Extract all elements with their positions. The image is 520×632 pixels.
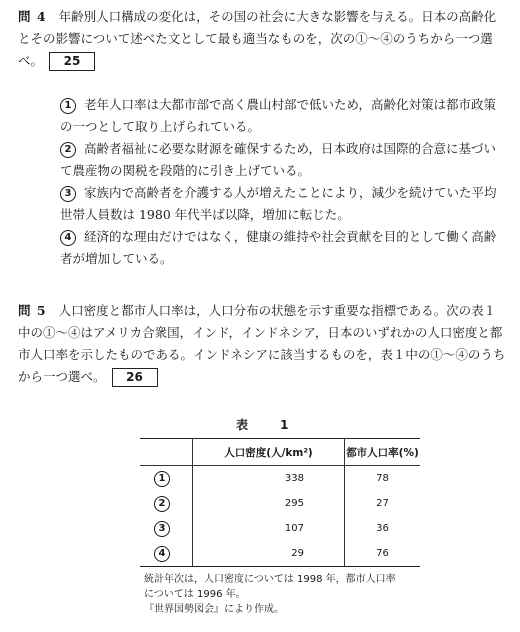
table-row <box>140 516 420 541</box>
option-1 <box>60 94 506 138</box>
option-2 <box>60 138 506 182</box>
data-table <box>140 438 420 567</box>
option-3-text: 家族内で高齢者を介護する人が増えたことにより，減少を続けていた平均世帯人員数は 1980 年代半ば以降，増加に転じた。 <box>60 185 497 222</box>
table-header-row <box>140 439 420 466</box>
cell-urban: 76 <box>376 548 389 559</box>
option-2-text: 高齢者福祉に必要な財源を確保するため，日本政府は国際的合意に基づいて農産物の関税を段階的に引き上げている。 <box>60 141 497 178</box>
table-header-blank <box>140 439 193 466</box>
question-5-label: 問 5 <box>18 303 47 318</box>
question-4-label: 問 4 <box>18 9 47 24</box>
option-4-text: 経済的な理由だけではなく，健康の維持や社会貢献を目的として働く高齢者が増加している。 <box>60 229 497 266</box>
table-row <box>140 466 420 492</box>
cell-density: 29 <box>193 541 345 567</box>
option-number-3: 3 <box>60 186 76 202</box>
table-title: 表 1 <box>236 418 303 432</box>
option-number-4: 4 <box>60 230 76 246</box>
row-number-4: 4 <box>154 546 170 562</box>
cell-urban: 78 <box>376 473 389 484</box>
option-number-2: 2 <box>60 142 76 158</box>
table-row <box>140 491 420 516</box>
option-number-1: 1 <box>60 98 76 114</box>
question-5 <box>18 300 506 388</box>
cell-density: 107 <box>193 516 345 541</box>
table-row <box>140 541 420 567</box>
row-number-1: 1 <box>154 471 170 487</box>
answer-box-26[interactable]: 26 <box>112 368 158 387</box>
cell-density: 338 <box>193 466 345 492</box>
question-4-text: 年齢別人口構成の変化は，その国の社会に大きな影響を与える。日本の高齢化とその影響について述べた文として最も適当なものを，次の①～④のうちから一つ選べ。 <box>18 9 497 68</box>
table-header-density: 人口密度(人/km²) <box>193 439 345 466</box>
cell-density: 295 <box>193 491 345 516</box>
cell-urban: 27 <box>376 498 389 509</box>
question-4-options <box>60 94 506 270</box>
answer-box-25[interactable]: 25 <box>49 52 95 71</box>
table-header-urban: 都市人口率(%) <box>345 439 421 466</box>
note-statistics-year: 統計年次は，人口密度については 1998 年，都市人口率については 1996 年。 <box>144 574 396 600</box>
question-5-text: 人口密度と都市人口率は，人口分布の状態を示す重要な指標である。次の表１中の①～④はアメリカ合衆国，インド，インドネシア，日本のいずれかの人口密度と都市人口率を示したものである。インドネシアに該当するものを，表１中の①～④のうちから一つ選べ。 <box>18 303 506 384</box>
row-number-3: 3 <box>154 521 170 537</box>
cell-urban: 36 <box>376 523 389 534</box>
row-number-2: 2 <box>154 496 170 512</box>
question-4 <box>18 6 506 72</box>
option-4 <box>60 226 506 270</box>
table-notes <box>144 572 404 617</box>
note-source: 『世界国勢図会』により作成。 <box>144 604 284 615</box>
option-3 <box>60 182 506 226</box>
option-1-text: 老年人口率は大都市部で高く農山村部で低いため，高齢化対策は都市政策の一つとして取り上げられている。 <box>60 97 497 134</box>
